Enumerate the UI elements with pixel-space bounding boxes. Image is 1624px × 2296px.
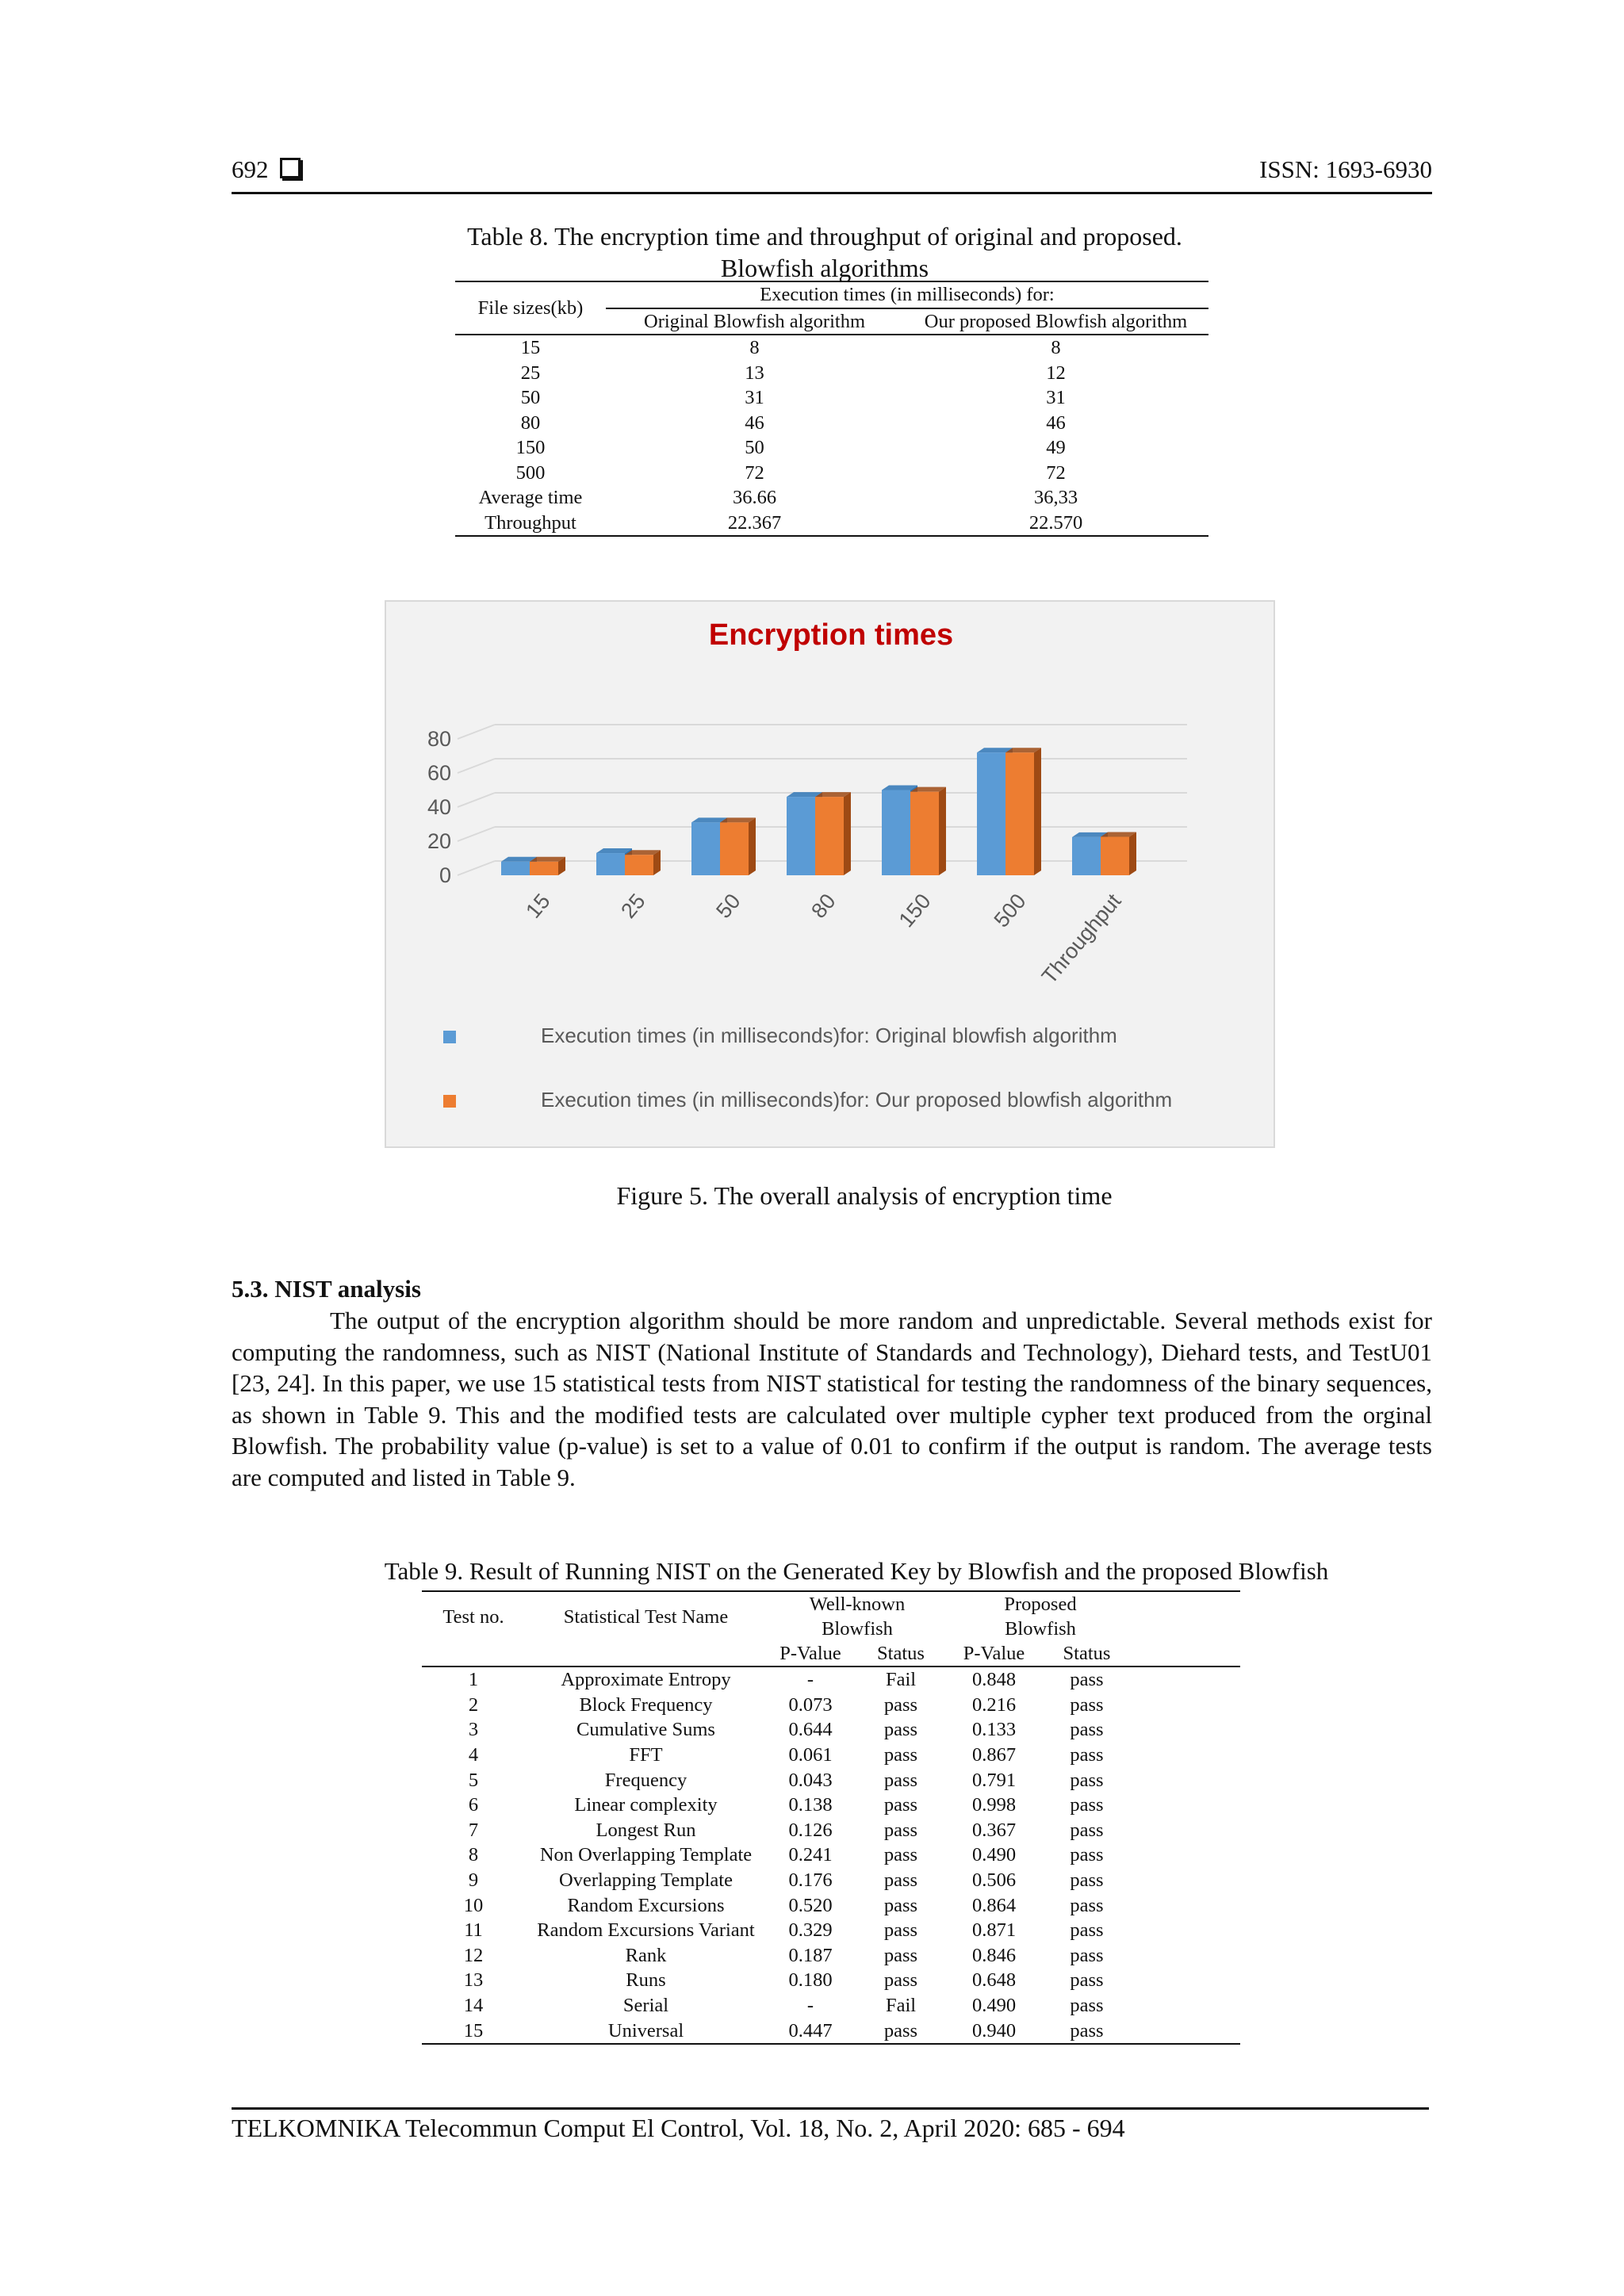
footer-rule: [232, 2107, 1429, 2110]
bar-side: [1129, 832, 1136, 875]
table9-row: [422, 1968, 1240, 1993]
table9-cell: pass: [854, 2018, 948, 2044]
table9-cell: pass: [1070, 1995, 1104, 2017]
table9-cell: 0.367: [971, 1819, 1017, 1841]
table9-cell: 0.126: [788, 1819, 833, 1841]
table9-cell: 0.061: [788, 1744, 833, 1766]
x-tick-label: 80: [806, 889, 841, 923]
table8-row: [455, 461, 1208, 486]
table9-row: [422, 1818, 1240, 1843]
bar-original: [501, 862, 530, 875]
table8-col-file: File sizes(kb): [455, 281, 606, 335]
table8-cell: 22.570: [903, 511, 1208, 537]
table8-cell: 500: [515, 461, 546, 484]
table8-cell: 50: [745, 437, 764, 459]
table9-cell: 0.216: [971, 1693, 1017, 1716]
table9-cell: pass: [1040, 2018, 1133, 2044]
bar-original: [1072, 837, 1101, 875]
table9-row: [422, 1843, 1240, 1868]
table9-cell: 0.180: [788, 1969, 833, 1992]
table9-cell: 0.447: [767, 2018, 854, 2044]
table9-cell: Serial: [622, 1995, 669, 2017]
table9-row: [422, 1993, 1240, 2019]
table9-row: [422, 1717, 1240, 1743]
table9-caption: Table 9. Result of Running NIST on the Generated Key by Blowfish and the proposed Blowfish: [384, 1557, 1329, 1585]
table8-col-original: Original Blowfish algorithm: [606, 308, 903, 335]
table9-cell: 0.871: [971, 1919, 1017, 1942]
table8-row: [455, 435, 1208, 461]
table9-cell: pass: [1070, 1719, 1104, 1741]
table9-cell: 0.867: [971, 1744, 1017, 1766]
table9-row: [422, 2018, 1240, 2044]
bar-proposed: [815, 797, 844, 875]
table8-caption: Table 8. The encryption time and throughput of original and proposed. Blowfish algorithms: [467, 222, 1182, 282]
table9-cell: 6: [468, 1794, 479, 1816]
table9-group-wellknown-2: Blowfish: [822, 1618, 893, 1640]
header-rule: [232, 192, 1432, 194]
table9-cell: 0.176: [788, 1869, 833, 1892]
table8-body: [455, 335, 1208, 536]
table8-cell: 31: [745, 387, 764, 409]
table8-col-group: Execution times (in milliseconds) for:: [606, 281, 1208, 308]
y-tick-label: 20: [427, 829, 451, 853]
table9-row: [422, 1943, 1240, 1969]
table9-cell: 0.998: [971, 1794, 1017, 1816]
table9-col-pvalue-1: P-Value: [767, 1641, 854, 1667]
legend-swatch: [443, 1095, 456, 1108]
table9-cell: 8: [468, 1844, 479, 1866]
table9-cell: 0.187: [788, 1944, 833, 1966]
table9-row: [422, 1693, 1240, 1718]
table9-col-status-1: Status: [854, 1641, 948, 1667]
table8-row: [455, 485, 1208, 511]
table9-cell: pass: [883, 1794, 918, 1816]
table9-cell: Overlapping Template: [559, 1869, 733, 1892]
x-tick-label: 15: [521, 889, 555, 923]
table9-group-proposed-1: Proposed: [948, 1591, 1133, 1617]
table8-row: [455, 511, 1208, 537]
x-tick-label: 150: [894, 889, 936, 932]
table9-row: [422, 1868, 1240, 1893]
table8-col-proposed: Our proposed Blowfish algorithm: [903, 308, 1208, 335]
table9-cell: 10: [463, 1894, 484, 1916]
table9-cell: 2: [468, 1693, 479, 1716]
table8-cell: Throughput: [455, 511, 606, 537]
table9-cell: 0.329: [788, 1919, 833, 1942]
table9-cell: 0.490: [971, 1844, 1017, 1866]
table9: [422, 1590, 1240, 2045]
table9-row: [422, 1667, 1240, 1693]
legend-swatch: [443, 1031, 456, 1043]
section-paragraph: The output of the encryption algorithm should be more random and unpredictable. Several methods exist for computing the randomness, such as NIST (National Institute of Standards and Technology), Diehard tests, and TestU01 [23, 24]. In this paper, we use 15 statistical tests from NIST statistical for testing the randomness of the binary sequences, as shown in Table 9. This and the modified tests are calculated over multiple cypher text produced from the orginal Blowfish. The probability value (p-value) is set to a value of 0.01 to confirm if the output is random. The average tests are computed and listed in Table 9.: [232, 1307, 1432, 1491]
table9-cell: -: [806, 1995, 814, 2017]
table8-cell: Average time: [478, 487, 583, 509]
table9-cell: 0.073: [788, 1693, 833, 1716]
chart-title: Encryption times: [708, 618, 954, 652]
table9-cell: Fail: [885, 1995, 917, 2017]
table9-cell: Frequency: [604, 1769, 688, 1791]
table9-cell: pass: [1070, 1919, 1104, 1942]
table8-row: [455, 361, 1208, 386]
table8-cell: 12: [1046, 362, 1066, 384]
page-header: [232, 155, 1432, 193]
bar-side: [844, 792, 851, 875]
gridline-diagonal: [458, 725, 495, 739]
bar-proposed: [720, 822, 749, 875]
table9-group-proposed-2: Blowfish: [1005, 1618, 1076, 1640]
table9-cell: 11: [464, 1919, 483, 1942]
table9-cell: pass: [883, 1969, 918, 1992]
table9-cell: pass: [1070, 1944, 1104, 1966]
table8-cell: 13: [745, 362, 764, 384]
gridline-diagonal: [458, 861, 495, 875]
table8-cell: 50: [520, 387, 541, 409]
y-tick-label: 0: [439, 863, 451, 887]
table9-col-pvalue-2: P-Value: [948, 1641, 1040, 1667]
table9-cell: 0.506: [971, 1869, 1017, 1892]
table8-cell: 72: [1046, 461, 1066, 484]
x-tick-label: 50: [711, 889, 745, 923]
table9-cell: 7: [468, 1819, 479, 1841]
table8-cell: 8: [749, 337, 760, 359]
table9-body: [422, 1667, 1240, 2044]
table8-cell: 80: [520, 411, 541, 434]
table8-cell: 22.367: [606, 511, 903, 537]
table9-cell: pass: [1070, 1844, 1104, 1866]
bar-original: [787, 797, 815, 875]
y-tick-label: 40: [427, 795, 451, 819]
x-tick-label: 25: [616, 889, 650, 923]
table9-cell: pass: [883, 1894, 918, 1916]
table9-cell: 3: [468, 1719, 479, 1741]
table9-cell: Non Overlapping Template: [539, 1844, 753, 1866]
table9-cell: pass: [883, 1844, 918, 1866]
table9-group-wellknown-1: Well-known: [767, 1591, 948, 1617]
table9-cell: 14: [463, 1995, 484, 2017]
y-tick-label: 80: [427, 727, 451, 751]
table9-cell: pass: [883, 1944, 918, 1966]
bar-proposed: [1101, 836, 1129, 875]
table9-row: [422, 1918, 1240, 1943]
table9-col-status-2: Status: [1040, 1641, 1133, 1667]
table9-cell: Fail: [885, 1669, 917, 1691]
table9-cell: 0.846: [971, 1944, 1017, 1966]
bar-original: [691, 822, 720, 875]
table9-cell: pass: [1070, 1769, 1104, 1791]
table8-cell: 46: [745, 411, 764, 434]
square-bullet-icon: [280, 158, 301, 178]
table8-cell: 8: [1051, 337, 1061, 359]
table9-cell: Approximate Entropy: [561, 1669, 731, 1691]
table8-cell: 25: [520, 362, 541, 384]
table9-cell: Rank: [625, 1944, 667, 1966]
table9-cell: pass: [1070, 1669, 1104, 1691]
table9-cell: pass: [1070, 1969, 1104, 1992]
gridline-diagonal: [458, 793, 495, 807]
bar-proposed: [1005, 752, 1034, 875]
bar-side: [939, 787, 946, 875]
table9-cell: 0.133: [971, 1719, 1017, 1741]
table9-cell: 0.520: [788, 1894, 833, 1916]
table9-row: [422, 1793, 1240, 1818]
table9-cell: pass: [1070, 1819, 1104, 1841]
table9-cell: pass: [883, 1719, 918, 1741]
table9-cell: 1: [468, 1669, 479, 1691]
table8-row: [455, 335, 1208, 361]
table9-cell: 13: [463, 1969, 484, 1992]
table9-row: [422, 1892, 1240, 1918]
table9-cell: 0.644: [788, 1719, 833, 1741]
table9-cell: pass: [883, 1769, 918, 1791]
table9-col-name: Statistical Test Name: [525, 1591, 767, 1641]
chart-svg: [386, 602, 1277, 1150]
table8-cell: 31: [1046, 387, 1066, 409]
table9-cell: Cumulative Sums: [576, 1719, 715, 1741]
section-heading: 5.3. NIST analysis: [232, 1275, 421, 1303]
legend-label: Execution times (in milliseconds)for: Our proposed blowfish algorithm: [541, 1088, 1173, 1112]
table9-row: [422, 1767, 1240, 1793]
table9-cell: 0.138: [788, 1794, 833, 1816]
table8-cell: 150: [515, 437, 546, 459]
table8-cell: 46: [1046, 411, 1066, 434]
bar-proposed: [625, 855, 653, 875]
table9-cell: pass: [1070, 1794, 1104, 1816]
table9-cell: 0.490: [971, 1995, 1017, 2017]
bar-proposed: [530, 862, 558, 875]
table8-cell: 49: [1046, 437, 1066, 459]
table8-row: [455, 385, 1208, 411]
table9-cell: pass: [883, 1693, 918, 1716]
page-number: 692: [232, 155, 301, 184]
y-tick-label: 60: [427, 761, 451, 785]
table9-cell: Longest Run: [596, 1819, 696, 1841]
bar-side: [749, 817, 756, 875]
table9-cell: Random Excursions Variant: [537, 1919, 755, 1942]
table9-cell: 0.791: [971, 1769, 1017, 1791]
table9-cell: FFT: [629, 1744, 663, 1766]
table9-cell: pass: [1070, 1869, 1104, 1892]
table8-cell: 72: [745, 461, 764, 484]
table9-row: [422, 1743, 1240, 1768]
table9-cell: 0.940: [948, 2018, 1040, 2044]
table9-cell: 0.648: [971, 1969, 1017, 1992]
table9-cell: Universal: [525, 2018, 767, 2044]
table9-cell: 0.043: [788, 1769, 833, 1791]
gridline-diagonal: [458, 759, 495, 773]
table8-row: [455, 411, 1208, 436]
gridline-diagonal: [458, 827, 495, 841]
table9-cell: Block Frequency: [579, 1693, 713, 1716]
page-footer: TELKOMNIKA Telecommun Comput El Control, Vol. 18, No. 2, April 2020: 685 - 694: [232, 2114, 1125, 2142]
table9-col-test-no: Test no.: [422, 1591, 525, 1641]
table9-cell: Random Excursions: [567, 1894, 725, 1916]
table9-cell: 0.241: [788, 1844, 833, 1866]
table9-cell: 0.848: [971, 1669, 1017, 1691]
issn: ISSN: 1693-6930: [1259, 155, 1432, 183]
table9-cell: 4: [468, 1744, 479, 1766]
bar-original: [596, 853, 625, 875]
bar-original: [977, 752, 1005, 875]
table9-cell: 0.864: [971, 1894, 1017, 1916]
table9-cell: Linear complexity: [574, 1794, 718, 1816]
table9-cell: pass: [1070, 1693, 1104, 1716]
table8: [455, 281, 1208, 537]
encryption-times-chart: [385, 600, 1275, 1148]
table8-cell: 36,33: [1033, 487, 1078, 509]
table9-cell: pass: [883, 1744, 918, 1766]
table9-cell: 15: [422, 2018, 525, 2044]
bar-proposed: [910, 792, 939, 875]
table9-cell: -: [806, 1669, 814, 1691]
table9-cell: Runs: [626, 1969, 666, 1992]
x-tick-label: Throughput: [1036, 889, 1126, 989]
table9-cell: pass: [883, 1919, 918, 1942]
table9-cell: pass: [1070, 1894, 1104, 1916]
table8-cell: 15: [520, 337, 541, 359]
table9-cell: 9: [468, 1869, 479, 1892]
table8-cell: 36.66: [732, 487, 777, 509]
table9-cell: 5: [468, 1769, 479, 1791]
legend-label: Execution times (in milliseconds)for: Original blowfish algorithm: [541, 1024, 1117, 1047]
bar-side: [1034, 748, 1041, 875]
table9-cell: 12: [463, 1944, 484, 1966]
table9-cell: pass: [883, 1819, 918, 1841]
figure5-caption: Figure 5. The overall analysis of encryption time: [616, 1181, 1113, 1210]
table9-cell: pass: [1070, 1744, 1104, 1766]
table9-cell: pass: [883, 1869, 918, 1892]
bar-original: [882, 790, 910, 876]
x-tick-label: 500: [989, 889, 1031, 932]
